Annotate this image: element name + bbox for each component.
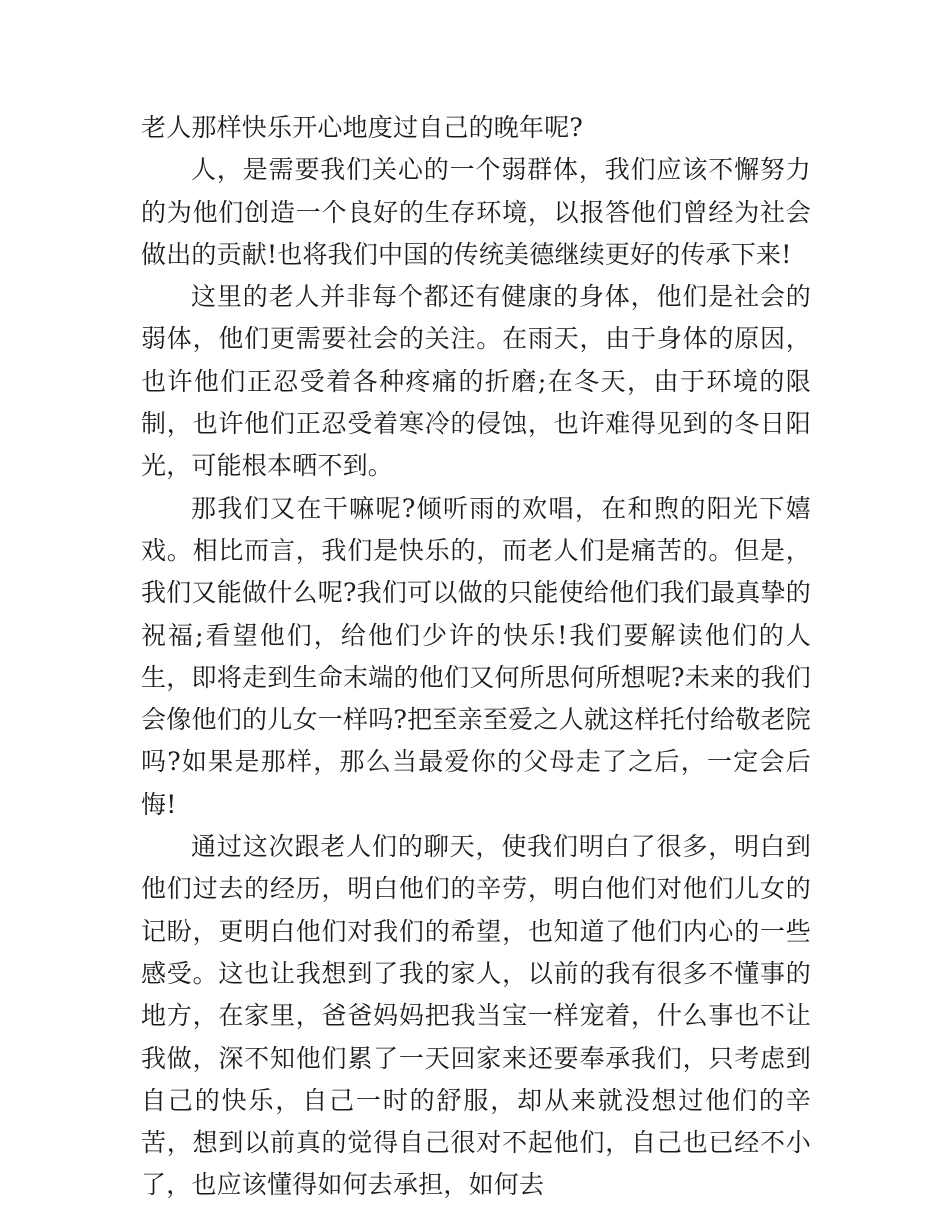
- paragraph: 这里的老人并非每个都还有健康的身体，他们是社会的弱体，他们更需要社会的关注。在雨天，由于身体的原因，也许他们正忍受着各种疼痛的折磨;在冬天，由于环境的限制，也许他们正忍受着寒冷的侵蚀，也许难得见到的冬日阳光，可能根本晒不到。: [141, 282, 811, 481]
- document-body: [141, 107, 811, 1207]
- paragraph: 那我们又在干嘛呢?倾听雨的欢唱，在和煦的阳光下嬉戏。相比而言，我们是快乐的，而老人们是痛苦的。但是，我们又能做什么呢?我们可以做的只能使给他们我们最真挚的祝福;看望他们，给他们少许的快乐!我们要解读他们的人生，即将走到生命末端的他们又何所思何所想呢?未来的我们会像他们的儿女一样吗?把至亲至爱之人就这样托付给敬老院吗?如果是那样，那么当最爱你的父母走了之后，一定会后悔!: [141, 493, 811, 819]
- paragraph-continuation: 老人那样快乐开心地度过自己的晚年呢?: [141, 113, 584, 142]
- paragraph: 通过这次跟老人们的聊天，使我们明白了很多，明白到他们过去的经历，明白他们的辛劳，明白他们对他们儿女的记盼，更明白他们对我们的希望，也知道了他们内心的一些感受。这也让我想到了我的家人，以前的我有很多不懂事的地方，在家里，爸爸妈妈把我当宝一样宠着，什么事也不让我做，深不知他们累了一天回家来还要奉承我们，只考虑到自己的快乐，自己一时的舒服，却从来就没想过他们的辛苦，想到以前真的觉得自己很对不起他们，自己也已经不小了，也应该懂得如何去承担，如何去: [141, 832, 811, 1200]
- paragraph: 人，是需要我们关心的一个弱群体，我们应该不懈努力的为他们创造一个良好的生存环境，以报答他们曾经为社会做出的贡献!也将我们中国的传统美德继续更好的传承下来!: [141, 155, 811, 269]
